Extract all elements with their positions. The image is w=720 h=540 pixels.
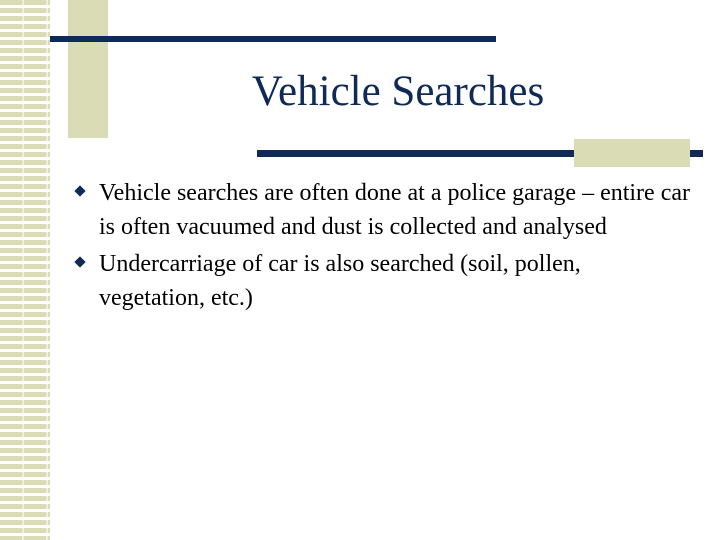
bullet-item — [72, 247, 692, 315]
diamond-bullet-icon — [74, 256, 85, 267]
bullet-text: Vehicle searches are often done at a police garage – entire car is often vacuumed and dust is collected and analysed — [99, 180, 690, 240]
bullet-text: Undercarriage of car is also searched (soil, pollen, vegetation, etc.) — [99, 251, 581, 311]
decorative-line-top — [50, 36, 496, 42]
striped-margin-decoration — [0, 0, 50, 540]
slide-title: Vehicle Searches — [251, 68, 545, 115]
bullet-list — [72, 176, 692, 318]
decorative-block-right — [574, 139, 690, 167]
decorative-block-left — [68, 0, 108, 138]
diamond-bullet-icon — [74, 185, 85, 196]
bullet-item — [72, 176, 692, 244]
